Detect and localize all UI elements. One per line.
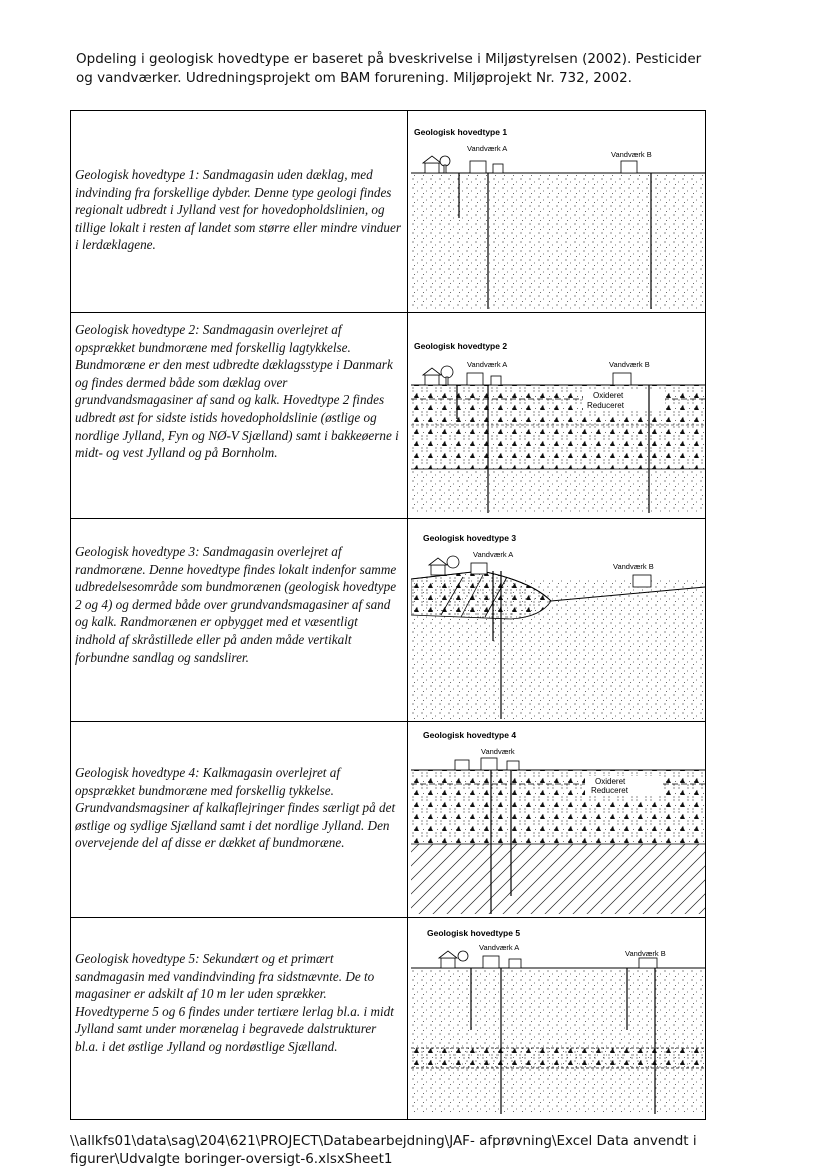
type-4-figure	[411, 726, 705, 914]
waterworks-b-label: Vandværk B	[611, 150, 652, 159]
type-2-figure-title: Geologisk hovedtype 2	[414, 341, 508, 351]
type-4-description: Geologisk hovedtype 4: Kalkmagasin overlejret af opsprækket bundmoræne med forskellig tykkelse. Grundvandsmagsiner af kalkaflejringer findes særligt på det østlige og sydlige Sjælland samt i det nordlige Jylland. Den overvejende del af disse er dækket af bundmoræne.	[75, 765, 396, 851]
type-5-description: Geologisk hovedtype 5: Sekundært og et primært sandmagasin med vandindvinding fra sidstnævnte. De to magasiner er adskilt af 10 m ler uden sprækker. Hovedtyperne 5 og 6 findes under tertiære lerlag bl.a. i midt Jylland samt under morænelag i begravede dalstrukturer bl.a. i det østlige Jylland og nordøstlige Sjælland.	[75, 951, 394, 1054]
chalk-layer	[411, 844, 705, 914]
type-4-figure-title: Geologisk hovedtype 4	[423, 730, 517, 740]
table-row	[71, 918, 705, 1121]
sand-layer	[411, 469, 705, 513]
waterworks-label: Vandværk	[481, 747, 515, 756]
waterworks-b-label: Vandværk B	[625, 949, 666, 958]
type-3-description: Geologisk hovedtype 3: Sandmagasin overlejret af randmoræne. Denne hovedtype findes lokalt indenfor samme udbredelsesområde som bundmorænen (geologisk hovedtype 2 og 4) og dermed både over grundvandsmagasiner af sand og kalk. Randmorænen er opbygget med et væsentligt indhold af skråstillede eller på anden måde vertikalt forbundne sandlag og sandslirer.	[75, 544, 397, 665]
reduced-label: Reduceret	[591, 786, 628, 795]
table-row	[71, 313, 705, 519]
type-2-description: Geologisk hovedtype 2: Sandmagasin overlejret af opsprækket bundmoræne med forskellig lagtykkelse. Bundmoræne er den mest udbredte dæklagsstype i Danmark og findes dermed både som dæklag over grundvandsmagasiner af sand og kalk. Hovedtype 2 findes udbredt øst for sidste istids hovedopholdslinie (østlige og nordlige Jylland, Fyn og NØ-V Sjælland) samt i bakkeøerne i midt- og vest Jylland og på Bornholm.	[75, 322, 399, 461]
pump-house-icon	[455, 758, 519, 770]
table-row	[71, 111, 705, 313]
type-2-figure	[411, 317, 705, 513]
waterworks-a-label: Vandværk A	[473, 550, 514, 559]
waterworks-b-label: Vandværk B	[609, 360, 650, 369]
waterworks-a-label: Vandværk A	[467, 144, 508, 153]
house-icon	[439, 951, 468, 968]
source-header: Opdeling i geologisk hovedtype er baseret på bveskrivelse i Miljøstyrelsen (2002). Pesticider og vandværker. Udredningsprojekt om BAM forurening. Miljøprojekt Nr. 732, 2002.	[76, 51, 702, 86]
house-icon	[423, 366, 453, 385]
type-3-figure	[411, 531, 705, 719]
waterworks-b-label: Vandværk B	[613, 562, 654, 571]
pump-house-icon	[470, 161, 637, 173]
oxidized-label: Oxideret	[593, 391, 624, 400]
type-1-figure	[411, 123, 705, 309]
reduced-label: Reduceret	[587, 401, 624, 410]
clay-layer	[411, 1048, 705, 1068]
table-row	[71, 722, 705, 918]
waterworks-a-label: Vandværk A	[467, 360, 508, 369]
table-row	[71, 519, 705, 722]
file-path-footer: \\allkfs01\data\sag\204\621\PROJECT\Databearbejdning\JAF- afprøvning\Excel Data anvendt i figurer\Udvalgte boringer-oversigt-6.xlsxSheet1	[70, 1133, 697, 1167]
house-icon	[423, 156, 450, 173]
type-3-figure-title: Geologisk hovedtype 3	[423, 533, 517, 543]
type-1-description: Geologisk hovedtype 1: Sandmagasin uden dæklag, med indvinding fra forskellige dybder. Denne type geologi findes regionalt udbredt i Jylland vest for hovedopholdslinien, og tillige lokalt i resten af landet som større eller mindre vinduer i lerdæklagene.	[75, 167, 401, 253]
house-icon	[429, 556, 459, 575]
oxidized-label: Oxideret	[595, 777, 626, 786]
geology-type-table	[70, 110, 706, 1120]
sand-layer	[411, 173, 705, 309]
sand-layer	[411, 968, 705, 1114]
type-1-figure-title: Geologisk hovedtype 1	[414, 127, 508, 137]
pump-house-icon	[467, 373, 631, 385]
type-5-figure-title: Geologisk hovedtype 5	[427, 928, 521, 938]
type-5-figure	[411, 924, 705, 1114]
waterworks-a-label: Vandværk A	[479, 943, 520, 952]
